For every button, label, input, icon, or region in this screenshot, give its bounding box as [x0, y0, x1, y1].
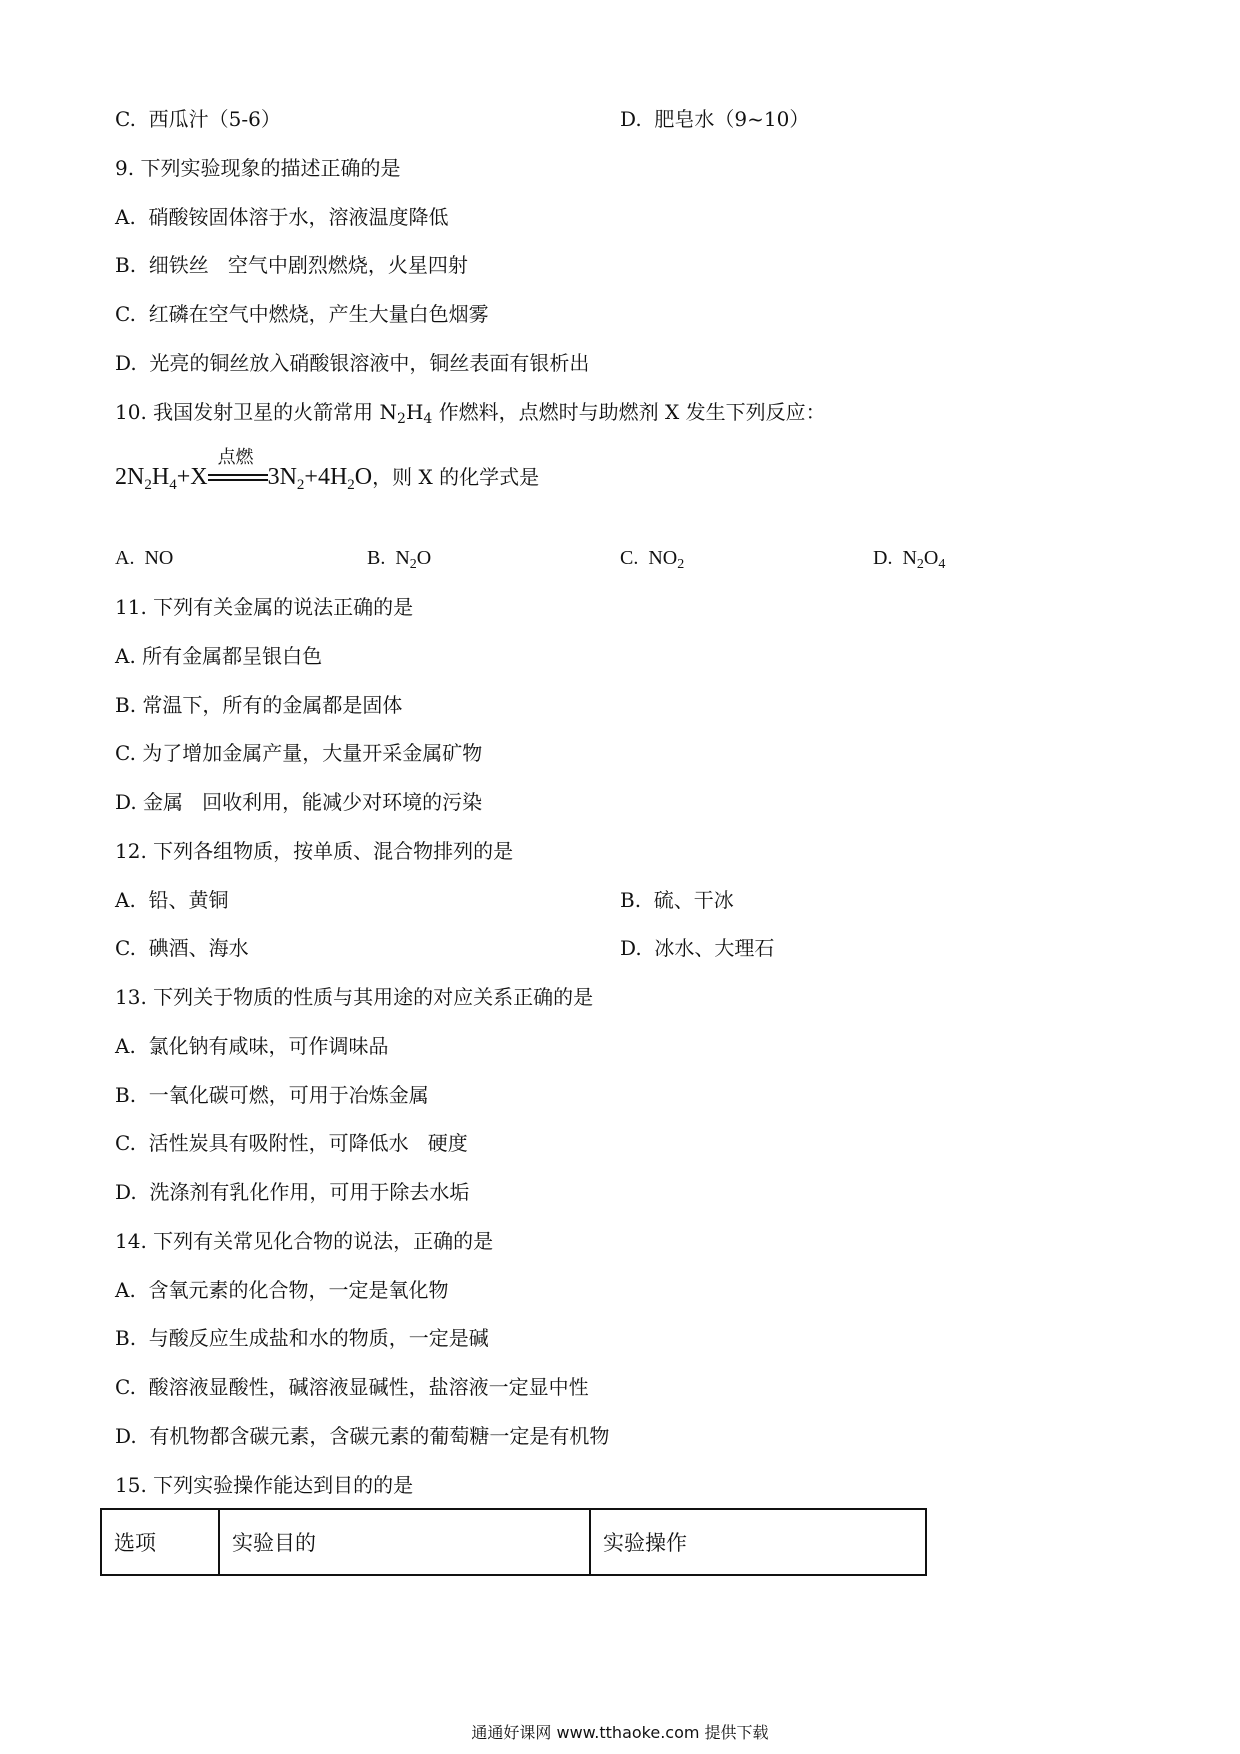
q9-option-a: A. 硝酸铵固体溶于水，溶液温度降低: [115, 205, 449, 229]
q12-stem: 12. 下列各组物质，按单质、混合物排列的是: [115, 839, 514, 863]
q13-option-a: A. 氯化钠有咸味，可作调味品: [115, 1034, 389, 1058]
table-header-operation: 实验操作: [590, 1509, 926, 1575]
q9-option-d: D. 光亮的铜丝放入硝酸银溶液中，铜丝表面有银析出: [115, 351, 590, 375]
q13-option-d: D. 洗涤剂有乳化作用，可用于除去水垢: [115, 1180, 470, 1204]
q11-option-a: A. 所有金属都呈银白色: [115, 644, 323, 668]
q15-table: [100, 1508, 927, 1576]
table-header-goal: 实验目的: [219, 1509, 590, 1575]
q9-option-b: B. 细铁丝 空气中剧烈燃烧，火星四射: [115, 253, 468, 277]
q11-option-d: D. 金属 回收利用，能减少对环境的污染: [115, 790, 483, 814]
q11-option-c: C. 为了增加金属产量，大量开采金属矿物: [115, 741, 483, 765]
q14-option-b: B. 与酸反应生成盐和水的物质，一定是碱: [115, 1326, 489, 1350]
q14-option-d: D. 有机物都含碳元素，含碳元素的葡萄糖一定是有机物: [115, 1424, 610, 1448]
q12-option-a: A. 铅、黄铜: [115, 888, 229, 912]
q11-stem: 11. 下列有关金属的说法正确的是: [115, 595, 414, 619]
q14-stem: 14. 下列有关常见化合物的说法，正确的是: [115, 1229, 494, 1253]
table-header-row: [101, 1509, 926, 1575]
q13-option-b: B. 一氧化碳可燃，可用于冶炼金属: [115, 1083, 429, 1107]
q10-option-d: D. $N_2O_4$: [873, 547, 946, 572]
q12-option-b: B. 硫、干冰: [620, 888, 734, 912]
reaction-condition: 点燃: [217, 447, 254, 469]
q12-option-c: C. 碘酒、海水: [115, 936, 249, 960]
q10-option-b: B. $N_2O$: [367, 547, 432, 572]
page-footer: 通通好课网 www.tthaoke.com 提供下载: [471, 1723, 769, 1742]
q11-option-b: B. 常温下，所有的金属都是固体: [115, 693, 403, 717]
q10-option-c: C. $NO_2$: [620, 547, 685, 572]
q13-option-c: C. 活性炭具有吸附性，可降低水 硬度: [115, 1131, 468, 1155]
q14-option-c: C. 酸溶液显酸性，碱溶液显碱性，盐溶液一定显中性: [115, 1375, 589, 1399]
table-header-option: 选项: [101, 1509, 219, 1575]
q10-equation: $2N_2H_4+X$ 点燃 $3N_2+4H_2O$，则 X 的化学式是: [115, 462, 539, 500]
q14-option-a: A. 含氧元素的化合物，一定是氧化物: [115, 1278, 449, 1302]
q8-option-c: C. 西瓜汁（5-6）: [115, 107, 281, 131]
q15-stem: 15. 下列实验操作能达到目的的是: [115, 1473, 414, 1497]
q8-option-d: D. 肥皂水（9~10）: [620, 107, 810, 131]
reaction-condition-sign: [208, 447, 268, 491]
q9-stem: 9. 下列实验现象的描述正确的是: [115, 156, 401, 180]
q10-option-a: A. NO: [115, 547, 174, 569]
q12-option-d: D. 冰水、大理石: [620, 936, 775, 960]
q10-stem: 10. 我国发射卫星的火箭常用 $N_2H_4$ 作燃料，点燃时与助燃剂 X 发生下列反应：: [115, 400, 826, 427]
q13-stem: 13. 下列关于物质的性质与其用途的对应关系正确的是: [115, 985, 594, 1009]
q9-option-c: C. 红磷在空气中燃烧，产生大量白色烟雾: [115, 302, 489, 326]
